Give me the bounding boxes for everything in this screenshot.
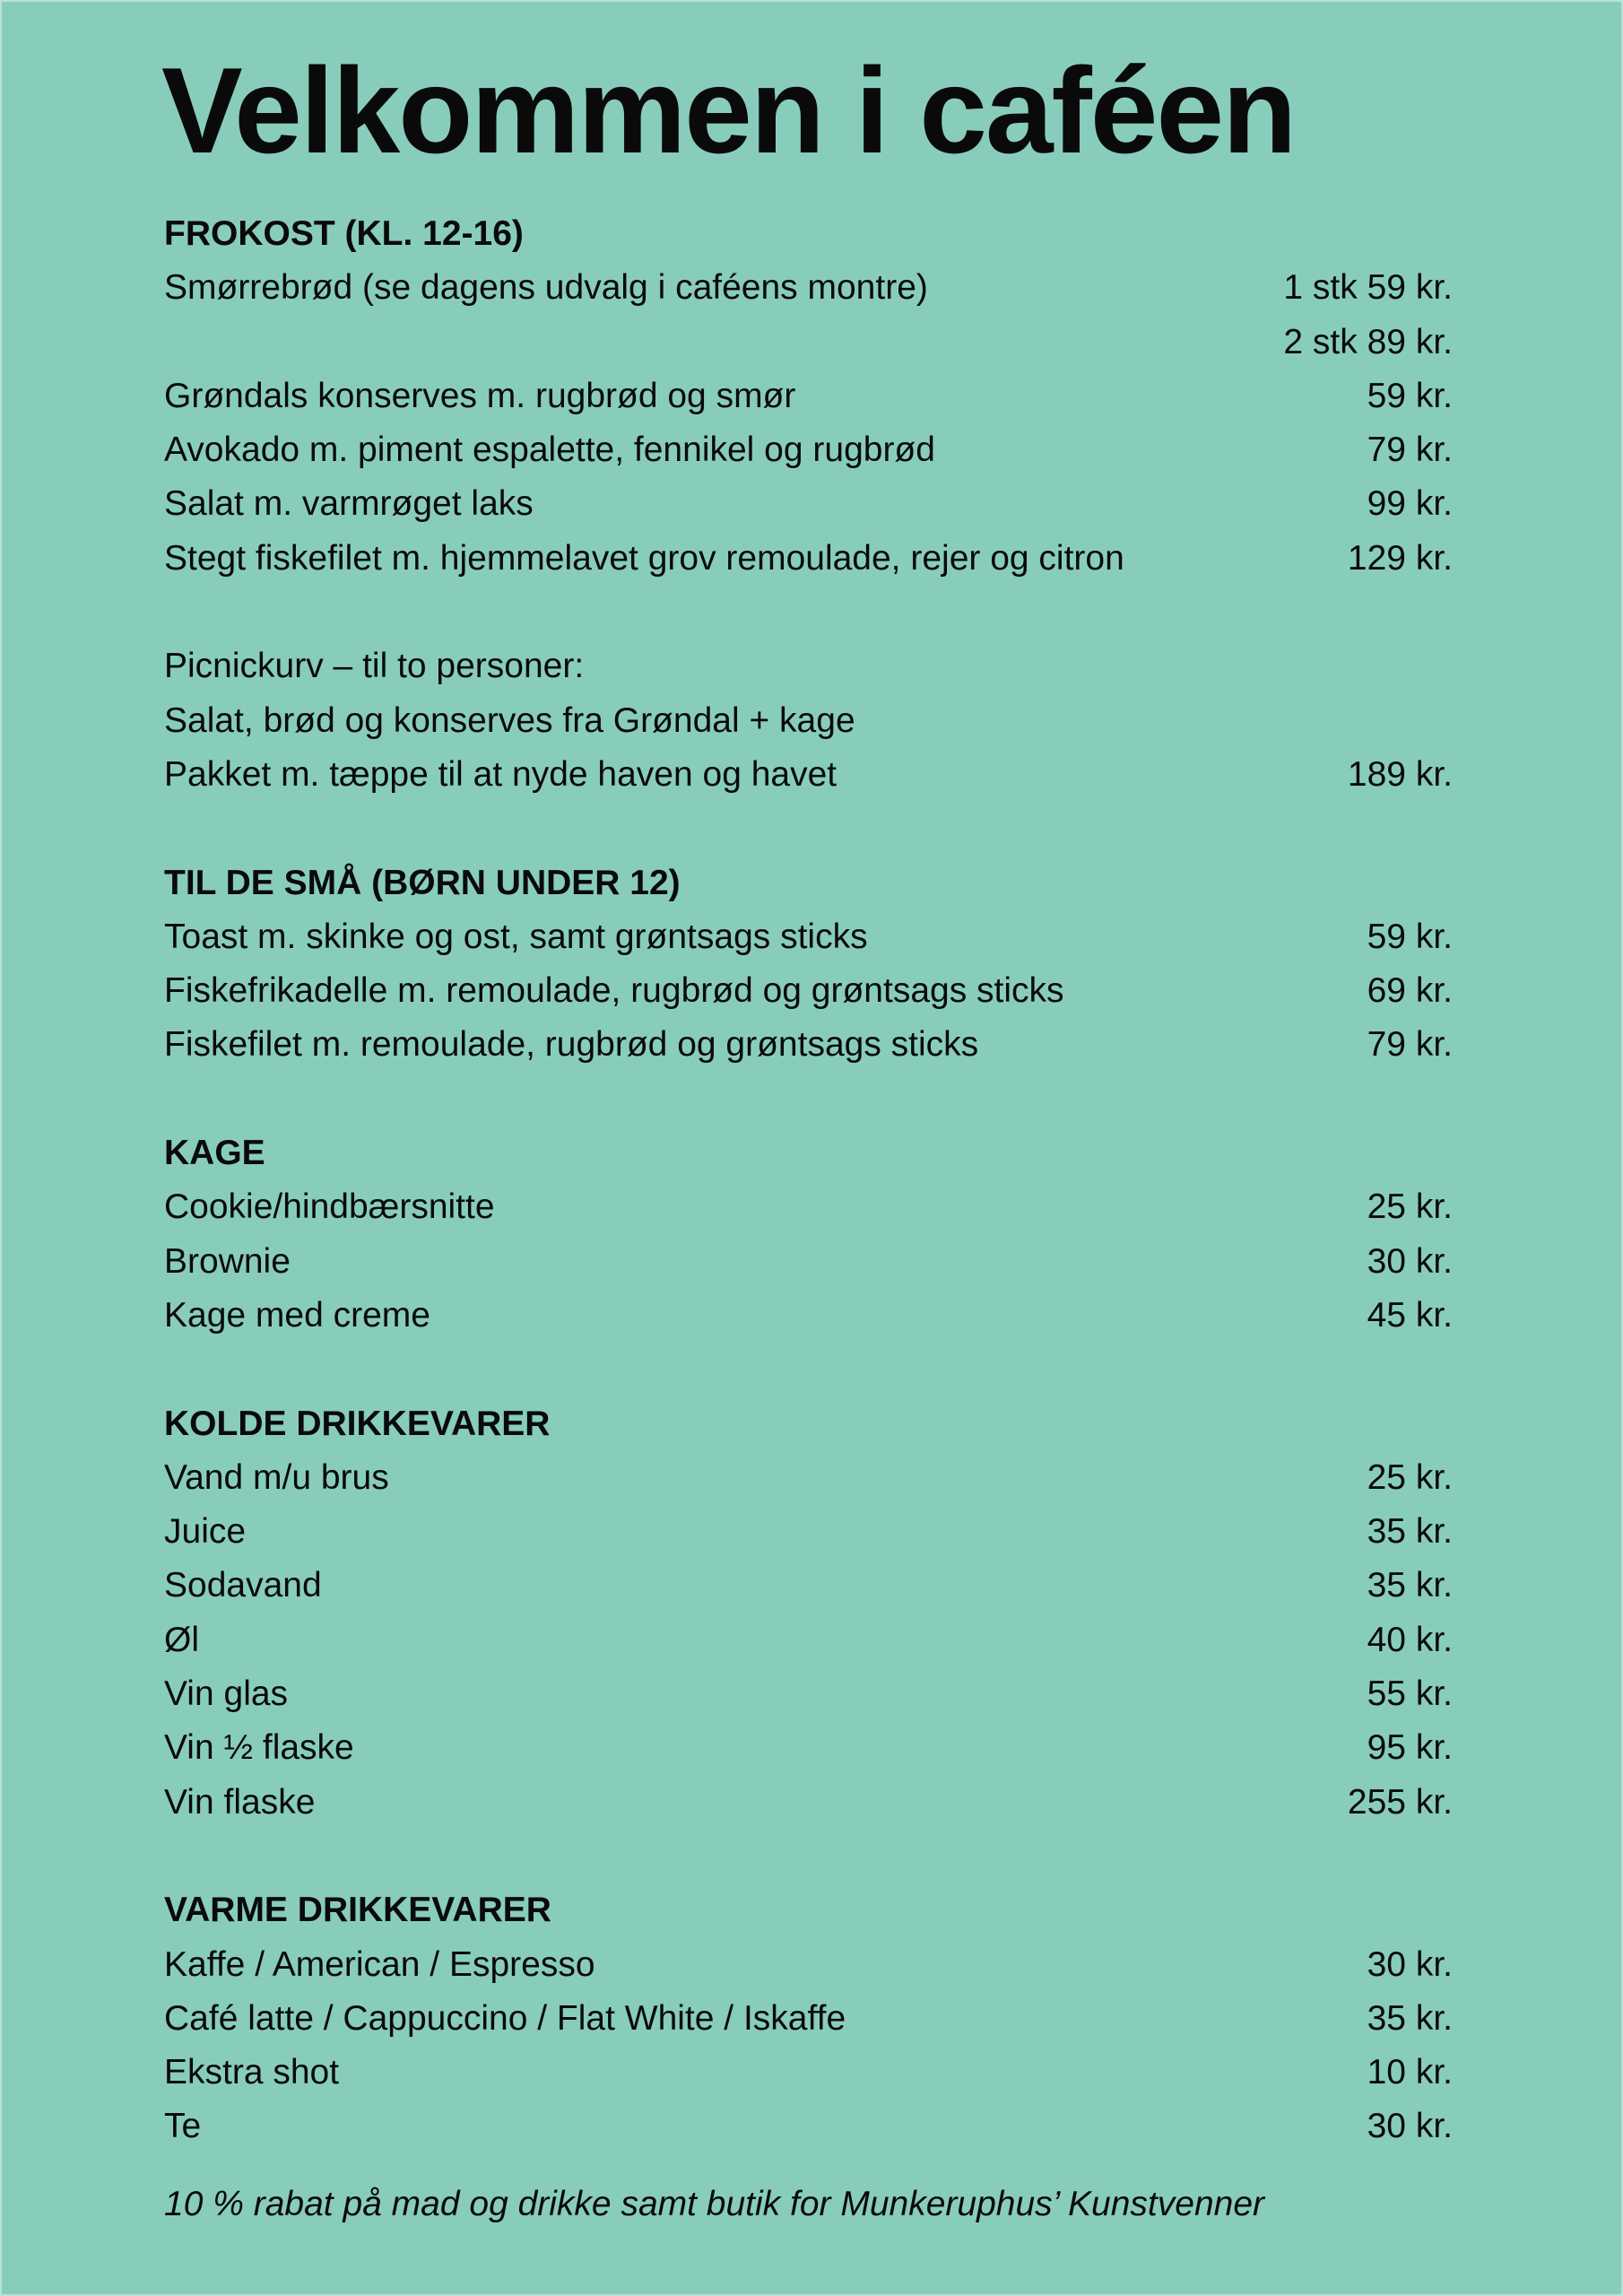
item-price: 59 kr. (1367, 917, 1453, 956)
item-price: 30 kr. (1367, 1241, 1453, 1281)
item-name: Brownie (164, 1241, 291, 1281)
menu-item (164, 1613, 1453, 1667)
item-price: 35 kr. (1367, 1566, 1453, 1605)
item-price: 25 kr. (1367, 1187, 1453, 1227)
item-name: Grøndals konserves m. rugbrød og smør (164, 376, 796, 415)
item-name: Fiskefilet m. remoulade, rugbrød og grøntsags sticks (164, 1025, 979, 1065)
menu-item (164, 748, 1453, 802)
item-name: Picnickurv – til to personer: (164, 647, 585, 686)
item-name: Sodavand (164, 1566, 322, 1605)
item-price: 129 kr. (1347, 538, 1453, 578)
item-price: 30 kr. (1367, 2107, 1453, 2146)
section-heading: VARME DRIKKEVARER (164, 1891, 551, 1930)
item-name: Avokado m. piment espalette, fennikel og rugbrød (164, 430, 935, 470)
item-name: Toast m. skinke og ost, samt grøntsags sticks (164, 917, 868, 956)
menu-item (164, 2100, 1453, 2153)
item-name: Te (164, 2107, 202, 2146)
menu (164, 207, 1453, 2231)
section-heading: TIL DE SMÅ (BØRN UNDER 12) (164, 863, 681, 902)
item-name: Ekstra shot (164, 2053, 340, 2092)
menu-item (164, 1559, 1453, 1613)
menu-item (164, 532, 1453, 586)
item-price: 35 kr. (1367, 1998, 1453, 2038)
item-name: Vin ½ flaske (164, 1728, 354, 1768)
menu-item (164, 1938, 1453, 1992)
discount-note: 10 % rabat på mad og drikke samt butik for Munkeruphus’ Kunstvenner (164, 2184, 1264, 2223)
item-price: 45 kr. (1367, 1295, 1453, 1335)
menu-item (164, 1289, 1453, 1343)
item-name: Stegt fiskefilet m. hjemmelavet grov remoulade, rejer og citron (164, 538, 1124, 578)
menu-item (164, 1451, 1453, 1505)
item-price: 1 stk 59 kr. (1283, 268, 1453, 308)
item-price: 95 kr. (1367, 1728, 1453, 1768)
spacer (164, 1073, 1453, 1126)
item-price: 40 kr. (1367, 1620, 1453, 1659)
item-name: Pakket m. tæppe til at nyde haven og havet (164, 754, 838, 794)
menu-item (164, 423, 1453, 477)
item-price: 99 kr. (1367, 484, 1453, 524)
item-price: 30 kr. (1367, 1944, 1453, 1984)
item-price: 189 kr. (1347, 754, 1453, 794)
menu-item (164, 1235, 1453, 1289)
section-heading: KAGE (164, 1134, 265, 1173)
menu-item (164, 1505, 1453, 1559)
item-price: 10 kr. (1367, 2053, 1453, 2092)
item-name: Café latte / Cappuccino / Flat White / Iskaffe (164, 1998, 846, 2038)
spacer (164, 1830, 1453, 1883)
menu-item (164, 910, 1453, 964)
item-price: 35 kr. (1367, 1512, 1453, 1552)
item-price: 79 kr. (1367, 1025, 1453, 1065)
item-name: Juice (164, 1512, 247, 1552)
item-price: 59 kr. (1367, 376, 1453, 415)
item-price: 69 kr. (1367, 971, 1453, 1011)
item-name: Salat m. varmrøget laks (164, 484, 534, 524)
menu-item (164, 261, 1453, 315)
item-name: Øl (164, 1620, 199, 1659)
spacer (164, 802, 1453, 856)
item-price: 255 kr. (1347, 1782, 1453, 1822)
spacer (164, 586, 1453, 639)
menu-item (164, 1776, 1453, 1830)
item-name: Vand m/u brus (164, 1457, 389, 1497)
menu-item (164, 964, 1453, 1018)
menu-item (164, 1721, 1453, 1775)
item-name: Fiskefrikadelle m. remoulade, rugbrød og grøntsags sticks (164, 971, 1064, 1011)
menu-item (164, 370, 1453, 423)
menu-item (164, 316, 1453, 370)
page-title: Velkommen i caféen (161, 42, 1296, 178)
item-name: Kage med creme (164, 1295, 430, 1335)
item-price: 55 kr. (1367, 1674, 1453, 1714)
menu-item (164, 477, 1453, 531)
item-price: 25 kr. (1367, 1457, 1453, 1497)
menu-item (164, 1992, 1453, 2046)
item-name: Vin flaske (164, 1782, 316, 1822)
menu-item (164, 694, 1453, 748)
menu-item (164, 2046, 1453, 2100)
item-name: Kaffe / American / Espresso (164, 1944, 595, 1984)
menu-item (164, 1018, 1453, 1072)
item-name: Salat, brød og konserves fra Grøndal + kage (164, 700, 855, 740)
section-heading: KOLDE DRIKKEVARER (164, 1404, 551, 1443)
menu-item (164, 1180, 1453, 1234)
item-name: Smørrebrød (se dagens udvalg i caféens montre) (164, 268, 928, 308)
item-price: 79 kr. (1367, 430, 1453, 470)
spacer (164, 1343, 1453, 1396)
menu-item (164, 639, 1453, 693)
menu-item (164, 1667, 1453, 1721)
item-name: Vin glas (164, 1674, 289, 1714)
section-heading: FROKOST (KL. 12-16) (164, 214, 524, 253)
item-name: Cookie/hindbærsnitte (164, 1187, 495, 1227)
item-price: 2 stk 89 kr. (1283, 322, 1453, 361)
